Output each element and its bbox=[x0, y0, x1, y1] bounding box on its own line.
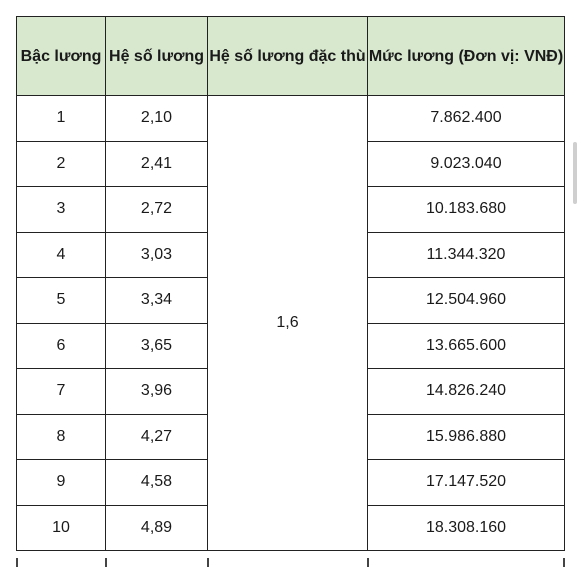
cell-salary: 11.344.320 bbox=[368, 232, 565, 278]
cell-level: 10 bbox=[17, 505, 106, 551]
cell-salary: 12.504.960 bbox=[368, 278, 565, 324]
cell-level: 9 bbox=[17, 460, 106, 506]
cell-coefficient: 4,27 bbox=[106, 414, 208, 460]
header-coefficient: Hệ số lương bbox=[106, 17, 208, 96]
cell-level: 8 bbox=[17, 414, 106, 460]
cell-level: 5 bbox=[17, 278, 106, 324]
cell-coefficient: 3,03 bbox=[106, 232, 208, 278]
cell-coefficient: 3,96 bbox=[106, 369, 208, 415]
cell-salary: 10.183.680 bbox=[368, 187, 565, 233]
border-tick bbox=[105, 558, 107, 567]
header-salary-amount: Mức lương (Đơn vị: VNĐ) bbox=[368, 17, 565, 96]
cell-salary: 17.147.520 bbox=[368, 460, 565, 506]
cell-coefficient: 3,34 bbox=[106, 278, 208, 324]
salary-table bbox=[16, 16, 565, 551]
cell-special-coefficient: 1,6 bbox=[208, 96, 368, 551]
cell-salary: 9.023.040 bbox=[368, 141, 565, 187]
cell-salary: 7.862.400 bbox=[368, 96, 565, 142]
cell-level: 4 bbox=[17, 232, 106, 278]
cell-coefficient: 2,10 bbox=[106, 96, 208, 142]
cell-coefficient: 4,58 bbox=[106, 460, 208, 506]
cell-level: 6 bbox=[17, 323, 106, 369]
border-tick bbox=[367, 558, 369, 567]
cell-coefficient: 3,65 bbox=[106, 323, 208, 369]
table-row bbox=[17, 96, 565, 142]
cell-salary: 13.665.600 bbox=[368, 323, 565, 369]
cell-salary: 18.308.160 bbox=[368, 505, 565, 551]
border-tick bbox=[16, 558, 18, 567]
cell-coefficient: 4,89 bbox=[106, 505, 208, 551]
header-special-coefficient: Hệ số lương đặc thù bbox=[208, 17, 368, 96]
cell-level: 3 bbox=[17, 187, 106, 233]
cell-level: 1 bbox=[17, 96, 106, 142]
cell-level: 2 bbox=[17, 141, 106, 187]
border-tick bbox=[207, 558, 209, 567]
cell-level: 7 bbox=[17, 369, 106, 415]
cell-coefficient: 2,72 bbox=[106, 187, 208, 233]
cropped-next-row-edge bbox=[16, 556, 564, 567]
salary-table-container bbox=[16, 16, 565, 551]
header-salary-level: Bậc lương bbox=[17, 17, 106, 96]
scrollbar-thumb[interactable] bbox=[573, 142, 577, 204]
cell-salary: 15.986.880 bbox=[368, 414, 565, 460]
cell-coefficient: 2,41 bbox=[106, 141, 208, 187]
table-header-row bbox=[17, 17, 565, 96]
border-tick bbox=[563, 558, 565, 567]
cell-salary: 14.826.240 bbox=[368, 369, 565, 415]
